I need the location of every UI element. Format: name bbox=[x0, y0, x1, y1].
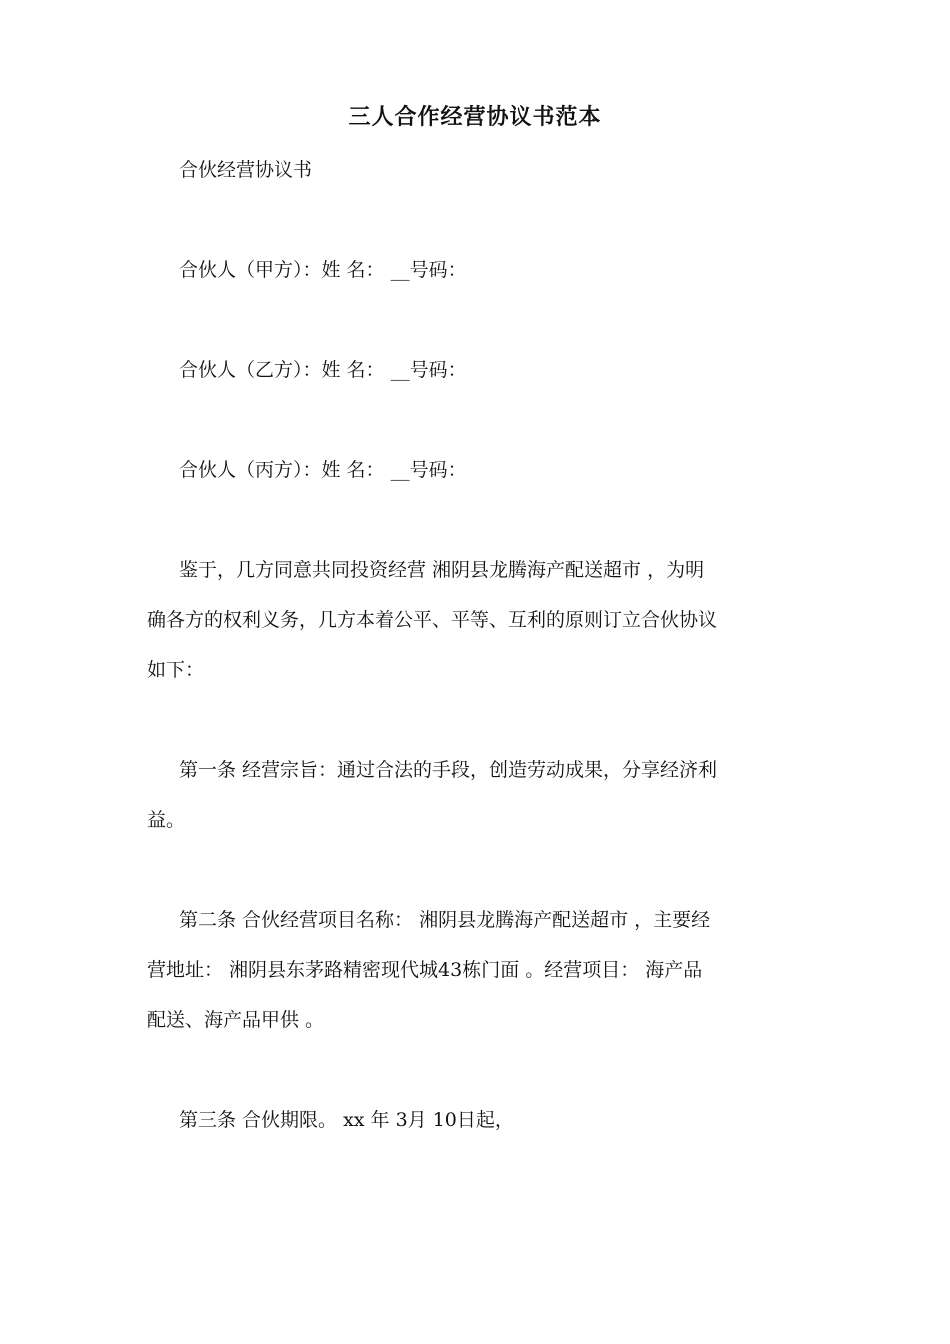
preamble-line-2: 确各方的权利义务，几方本着公平、平等、互利的原则订立合伙协议 bbox=[147, 609, 718, 631]
document-title: 三人合作经营协议书范本 bbox=[348, 104, 602, 130]
preamble-line-3: 如下： bbox=[147, 659, 205, 681]
article3-line-1: 第三条 合伙期限。 xx 年 3月 10日起， bbox=[179, 1109, 514, 1131]
document-subtitle: 合伙经营协议书 bbox=[179, 159, 313, 181]
article1-line-1: 第一条 经营宗旨：通过合法的手段，创造劳动成果，分享经济利 bbox=[179, 759, 718, 781]
article2-line-3: 配送、海产品甲供 。 bbox=[147, 1009, 325, 1031]
article2-line-1: 第二条 合伙经营项目名称： 湘阴县龙腾海产配送超市 ，主要经 bbox=[179, 909, 711, 931]
article2-line-2: 营地址： 湘阴县东茅路精密现代城43栋门面 。经营项目： 海产品 bbox=[147, 959, 703, 981]
article1-line-2: 益。 bbox=[147, 809, 186, 831]
preamble-line-1: 鉴于，几方同意共同投资经营 湘阴县龙腾海产配送超市 ，为明 bbox=[179, 559, 705, 581]
party-c-line: 合伙人（丙方）：姓 名： __号码： bbox=[179, 459, 467, 481]
party-a-line: 合伙人（甲方）：姓 名： __号码： bbox=[179, 259, 467, 281]
party-b-line: 合伙人（乙方）：姓 名： __号码： bbox=[179, 359, 467, 381]
